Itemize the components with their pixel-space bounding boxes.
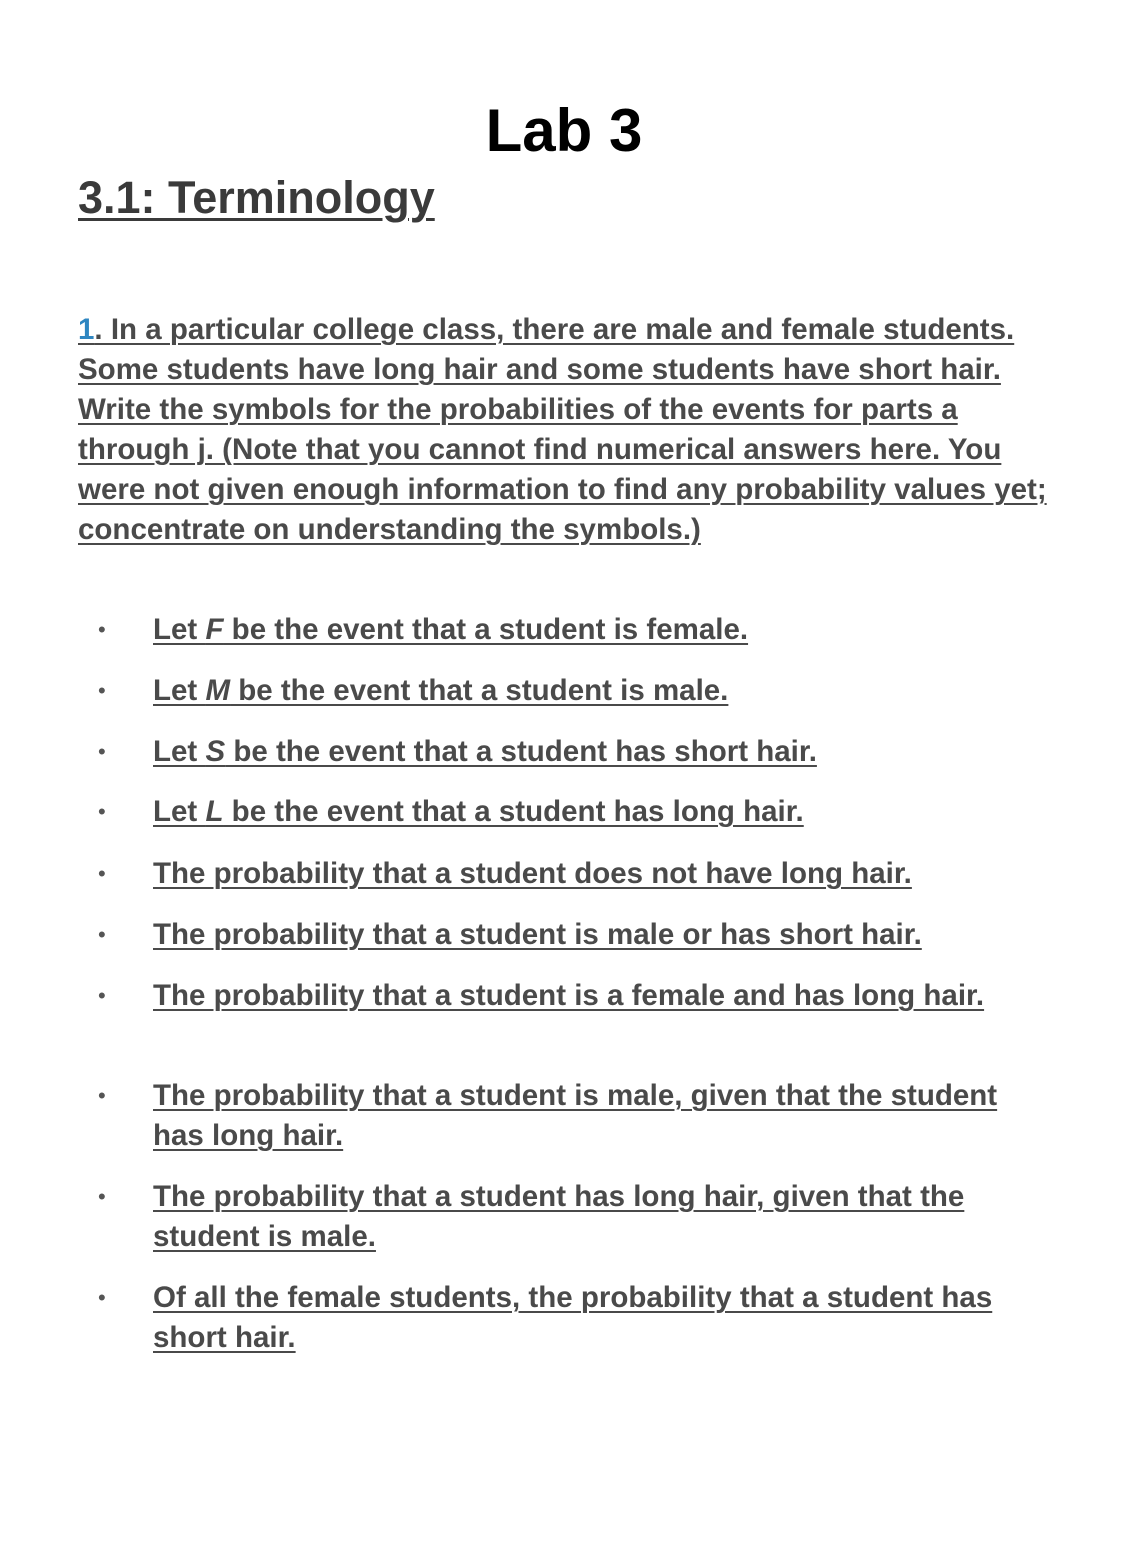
section-heading: 3.1: Terminology (78, 172, 435, 223)
bullet-icon: • (98, 739, 106, 764)
bullet-icon: • (98, 678, 106, 703)
event-symbol: F (205, 613, 224, 646)
bullet-icon: • (98, 861, 106, 886)
list-item-text: The probability that a student is male, given that the student has long hair. (153, 1079, 998, 1152)
bullet-icon: • (98, 922, 106, 947)
list-item-text: The probability that a student has long hair, given that the student is male. (153, 1180, 965, 1253)
event-symbol: S (205, 735, 226, 768)
bullet-icon: • (98, 1083, 106, 1108)
list-item-text: Let F be the event that a student is female. (153, 613, 749, 646)
bullet-icon: • (98, 1285, 106, 1310)
list-item-text: The probability that a student is male or has short hair. (153, 918, 922, 951)
list-item-text: Of all the female students, the probability that a student has short hair. (153, 1281, 993, 1354)
list-item-text: Let S be the event that a student has short hair. (153, 735, 817, 768)
question-text: . In a particular college class, there are male and female students. Some students have long hair and some students have short hair. Write the symbols for the probabilities of the events for parts a through j. (Note that you cannot find numerical answers here. You were not given enough information to find any probability values yet; concentrate on understanding the symbols.) (78, 313, 1047, 546)
bullet-icon: • (98, 983, 106, 1008)
bullet-icon: • (98, 617, 106, 642)
question-number: 1 (78, 313, 95, 346)
list-item-text: Let L be the event that a student has long hair. (153, 795, 804, 828)
bullet-icon: • (98, 799, 106, 824)
event-symbol: M (205, 674, 231, 707)
event-symbol: L (205, 795, 224, 828)
list-item-text: The probability that a student is a female and has long hair. (153, 979, 985, 1012)
list-item-text: The probability that a student does not have long hair. (153, 857, 912, 890)
list-item-text: Let M be the event that a student is male. (153, 674, 729, 707)
question-paragraph (78, 310, 1068, 550)
page-title: Lab 3 (485, 97, 643, 164)
bullet-icon: • (98, 1184, 106, 1209)
